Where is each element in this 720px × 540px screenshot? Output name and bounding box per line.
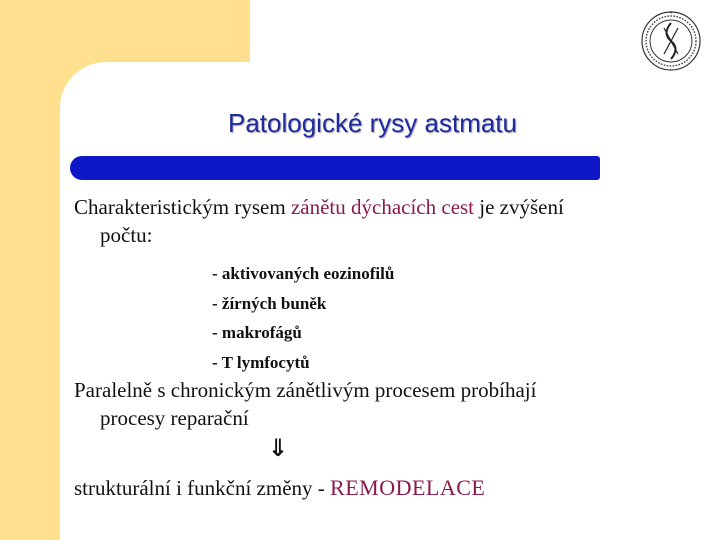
conclusion-line — [74, 475, 485, 501]
intro-highlight: zánětu dýchacích cest — [290, 195, 475, 219]
intro-paragraph — [74, 193, 694, 249]
intro-line2: počtu: — [100, 223, 153, 247]
parallel-paragraph — [74, 376, 694, 432]
title-accent-bar — [70, 156, 600, 180]
remodelace-highlight: REMODELACE — [330, 475, 486, 500]
conclusion-text: strukturální i funkční změny - — [74, 476, 325, 500]
cell-list — [212, 259, 394, 377]
slide-title: Patologické rysy astmatu — [227, 108, 517, 138]
parallel-line1: Paralelně s chronickým zánětlivým procesem probíhají — [74, 378, 537, 402]
university-seal-logo — [640, 10, 702, 72]
intro-text-after: je zvýšení — [479, 195, 564, 219]
down-arrow-icon: ⇓ — [268, 434, 289, 462]
list-item: - aktivovaných eozinofilů — [212, 264, 395, 283]
list-item: - T lymfocytů — [212, 352, 310, 372]
parallel-line2: procesy reparační — [100, 406, 249, 430]
list-item: - makrofágů — [212, 323, 302, 342]
intro-text-before: Charakteristickým rysem — [74, 195, 286, 219]
list-item: - žírných buněk — [212, 293, 327, 313]
